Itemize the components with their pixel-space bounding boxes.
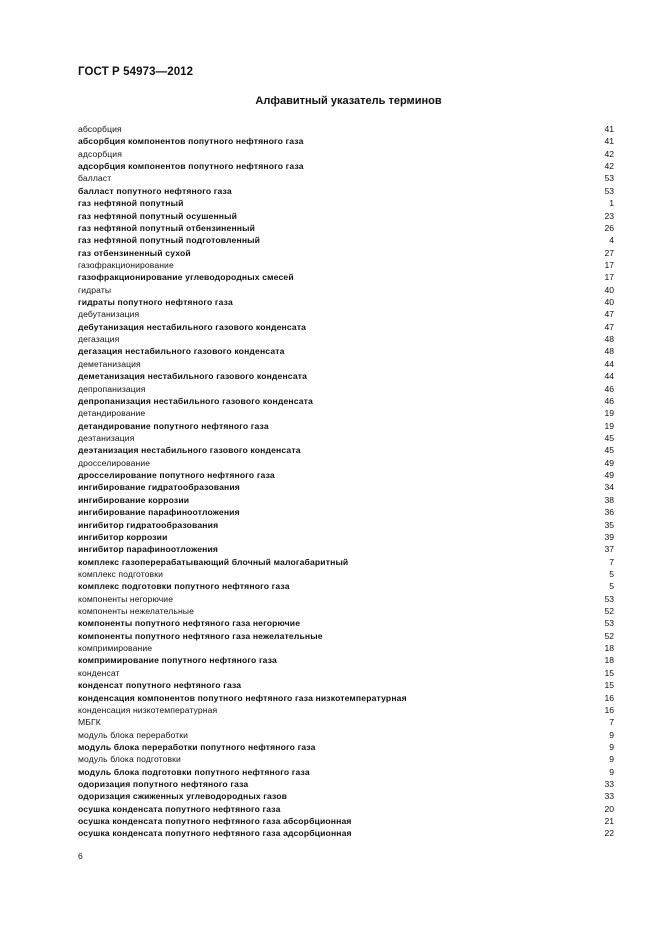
index-entry: [78, 185, 614, 197]
index-entry-page: 45: [604, 445, 614, 456]
index-entry: [78, 333, 614, 345]
index-entry-term: газофракционирование: [78, 259, 174, 270]
index-entry-term: МБГК: [78, 717, 101, 728]
index-entry-page: 47: [604, 321, 614, 332]
index-entry-page: 27: [604, 247, 614, 258]
index-entry: [78, 259, 614, 271]
index-entry-page: 48: [604, 346, 614, 357]
index-entry-term: осушка конденсата попутного нефтяного газа абсорбционная: [78, 816, 352, 827]
index-entry-term: детандирование: [78, 408, 146, 419]
index-entry: [78, 605, 614, 617]
index-entry-term: комплекс газоперерабатывающий блочный малогабаритный: [78, 556, 349, 567]
index-entry: [78, 135, 614, 147]
index-entry-term: деметанизация нестабильного газового конденсата: [78, 371, 308, 382]
index-entry: [78, 432, 614, 444]
index-entry-term: модуль блока переработки попутного нефтяного газа: [78, 741, 316, 752]
index-entry-term: компоненты негорючие: [78, 593, 174, 604]
index-entry-term: дегазация нестабильного газового конденсата: [78, 346, 285, 357]
index-entry: [78, 345, 614, 357]
index-entry-page: 33: [604, 791, 614, 802]
index-entry-page: 22: [604, 828, 614, 839]
index-entry-term: деметанизация: [78, 358, 141, 369]
index-entry-page: 9: [609, 741, 614, 752]
index-entry-term: компримирование попутного нефтяного газа: [78, 655, 277, 666]
index-entry-page: 39: [604, 531, 614, 542]
index-entry: [78, 197, 614, 209]
index-entry: [78, 803, 614, 815]
index-entry: [78, 383, 614, 395]
index-entry-page: 53: [604, 593, 614, 604]
index-entry-term: компоненты нежелательные: [78, 606, 194, 617]
index-entry-term: модуль блока переработки: [78, 729, 189, 740]
index-entry: [78, 729, 614, 741]
index-entry-term: деэтанизация: [78, 432, 135, 443]
index-entry: [78, 308, 614, 320]
index-entry-page: 53: [604, 185, 614, 196]
index-entry-page: 21: [604, 816, 614, 827]
index-entry: [78, 556, 614, 568]
index-entry-term: одоризация попутного нефтяного газа: [78, 779, 249, 790]
index-entry-term: конденсат: [78, 667, 120, 678]
index-entry-term: ингибитор гидратообразования: [78, 519, 219, 530]
index-entry-page: 15: [604, 680, 614, 691]
index-entry: [78, 271, 614, 283]
index-entry-term: дебутанизация нестабильного газового конденсата: [78, 321, 307, 332]
index-entry-page: 53: [604, 618, 614, 629]
index-entry-term: дебутанизация: [78, 309, 140, 320]
index-entry: [78, 494, 614, 506]
index-entry: [78, 481, 614, 493]
index-entry-term: комплекс подготовки попутного нефтяного газа: [78, 581, 290, 592]
index-entry: [78, 457, 614, 469]
index-entry: [78, 692, 614, 704]
index-entry-page: 42: [604, 148, 614, 159]
index-entry-page: 17: [604, 272, 614, 283]
index-entry-page: 34: [604, 482, 614, 493]
index-entry-page: 9: [609, 729, 614, 740]
index-entry-term: адсорбция: [78, 148, 122, 159]
index-entry-page: 45: [604, 432, 614, 443]
index-entry: [78, 296, 614, 308]
index-entry-term: газ нефтяной попутный подготовленный: [78, 235, 261, 246]
index-entry-term: дросселирование: [78, 457, 151, 468]
index-entry-page: 19: [604, 408, 614, 419]
index-entry-page: 15: [604, 667, 614, 678]
index-entry-term: детандирование попутного нефтяного газа: [78, 420, 269, 431]
index-entry-page: 38: [604, 494, 614, 505]
index-entry: [78, 469, 614, 481]
index-entry-term: компоненты попутного нефтяного газа негорючие: [78, 618, 301, 629]
index-entry: [78, 222, 614, 234]
index-entry-term: абсорбция: [78, 124, 122, 134]
index-entry-page: 49: [604, 457, 614, 468]
index-entry-page: 41: [604, 124, 614, 134]
index-entry-page: 44: [604, 358, 614, 369]
index-entry-term: ингибирование гидратообразования: [78, 482, 240, 493]
index-entry: [78, 234, 614, 246]
index-entry-page: 47: [604, 309, 614, 320]
index-entry: [78, 543, 614, 555]
index-entry-page: 52: [604, 606, 614, 617]
index-entry-term: гидраты попутного нефтяного газа: [78, 297, 233, 308]
index-entry: [78, 593, 614, 605]
index-entry: [78, 321, 614, 333]
index-entry-term: ингибирование коррозии: [78, 494, 190, 505]
index-entry-page: 16: [604, 692, 614, 703]
index-entry: [78, 148, 614, 160]
index-entry: [78, 790, 614, 802]
index-entry-term: ингибитор парафиноотложения: [78, 544, 219, 555]
index-entry-term: балласт попутного нефтяного газа: [78, 185, 232, 196]
index-entry-term: газофракционирование углеводородных смесей: [78, 272, 294, 283]
index-entry-page: 16: [604, 704, 614, 715]
index-entry: [78, 704, 614, 716]
index-entry-term: адсорбция компонентов попутного нефтяного газа: [78, 161, 304, 172]
index-entry: [78, 778, 614, 790]
index-entry-page: 19: [604, 420, 614, 431]
index-entry-page: 44: [604, 371, 614, 382]
index-entry-page: 41: [604, 136, 614, 147]
index-entry-page: 18: [604, 643, 614, 654]
index-entry: [78, 160, 614, 172]
index-entry: [78, 420, 614, 432]
index-entry-page: 36: [604, 507, 614, 518]
index-entry-page: 17: [604, 259, 614, 270]
index-entry-term: компоненты попутного нефтяного газа нежелательные: [78, 630, 323, 641]
index-entry-page: 49: [604, 470, 614, 481]
index-entry-page: 20: [604, 803, 614, 814]
index-entry: [78, 642, 614, 654]
index-entry-page: 42: [604, 161, 614, 172]
index-entry: [78, 370, 614, 382]
index-entry-term: комплекс подготовки: [78, 568, 163, 579]
index-entry: [78, 741, 614, 753]
index-title: Алфавитный указатель терминов: [255, 95, 442, 107]
index-entry-term: деэтанизация нестабильного газового конденсата: [78, 445, 301, 456]
index-entry-term: депропанизация нестабильного газового конденсата: [78, 395, 313, 406]
index-entry-term: абсорбция компонентов попутного нефтяного газа: [78, 136, 304, 147]
index-entry-term: конденсат попутного нефтяного газа: [78, 680, 242, 691]
index-entry-term: осушка конденсата попутного нефтяного газа: [78, 803, 281, 814]
index-entry-term: конденсация компонентов попутного нефтяного газа низкотемпературная: [78, 692, 407, 703]
index-entry: [78, 617, 614, 629]
index-entry-page: 5: [609, 568, 614, 579]
index-entry: [78, 679, 614, 691]
document-code: ГОСТ Р 54973—2012: [78, 66, 194, 78]
index-entry-page: 23: [604, 210, 614, 221]
index-entry-page: 1: [609, 198, 614, 209]
index-entry-page: 40: [604, 284, 614, 295]
index-entry-term: ингибитор коррозии: [78, 531, 168, 542]
index-entry: [78, 568, 614, 580]
index-entry-page: 4: [609, 235, 614, 246]
index-entry-page: 9: [609, 766, 614, 777]
index-entry: [78, 827, 614, 839]
index-entry-term: газ нефтяной попутный отбензиненный: [78, 222, 256, 233]
index-entry: [78, 247, 614, 259]
index-entry-term: газ отбензиненный сухой: [78, 247, 191, 258]
index-entry-term: газ нефтяной попутный осушенный: [78, 210, 238, 221]
index-entry-term: дегазация: [78, 334, 120, 345]
index-entry: [78, 531, 614, 543]
page-number: 6: [78, 851, 83, 861]
index-entry-term: дросселирование попутного нефтяного газа: [78, 470, 275, 481]
index-entry-term: модуль блока подготовки: [78, 754, 181, 765]
index-entry: [78, 519, 614, 531]
index-entry: [78, 210, 614, 222]
index-entry-page: 48: [604, 334, 614, 345]
index-entry-page: 52: [604, 630, 614, 641]
index-entry-term: балласт: [78, 173, 112, 184]
index-entry-term: компримирование: [78, 643, 153, 654]
index-entry-page: 7: [609, 556, 614, 567]
index-entry: [78, 766, 614, 778]
index-entry: [78, 667, 614, 679]
index-entry: [78, 630, 614, 642]
index-entry: [78, 654, 614, 666]
index-entry: [78, 580, 614, 592]
index-entry-page: 18: [604, 655, 614, 666]
index-entry: [78, 123, 614, 135]
index-entry-page: 46: [604, 395, 614, 406]
index-entry: [78, 753, 614, 765]
term-index-list: [78, 123, 614, 840]
index-entry: [78, 358, 614, 370]
index-entry: [78, 444, 614, 456]
index-entry: [78, 172, 614, 184]
index-entry-term: одоризация сжиженных углеводородных газов: [78, 791, 288, 802]
index-entry: [78, 407, 614, 419]
index-entry-term: депропанизация: [78, 383, 146, 394]
index-entry-page: 46: [604, 383, 614, 394]
index-entry-term: газ нефтяной попутный: [78, 198, 184, 209]
index-entry-page: 5: [609, 581, 614, 592]
index-entry: [78, 395, 614, 407]
index-entry-page: 37: [604, 544, 614, 555]
index-entry-term: ингибирование парафиноотложения: [78, 507, 240, 518]
index-entry: [78, 506, 614, 518]
index-entry: [78, 815, 614, 827]
index-entry-page: 40: [604, 297, 614, 308]
index-entry-term: модуль блока подготовки попутного нефтяного газа: [78, 766, 310, 777]
index-entry: [78, 716, 614, 728]
index-entry-term: гидраты: [78, 284, 112, 295]
index-entry-term: осушка конденсата попутного нефтяного газа адсорбционная: [78, 828, 352, 839]
index-entry-page: 35: [604, 519, 614, 530]
index-entry-page: 53: [604, 173, 614, 184]
index-entry-page: 7: [609, 717, 614, 728]
index-entry-page: 33: [604, 779, 614, 790]
index-entry-page: 26: [604, 222, 614, 233]
index-entry: [78, 284, 614, 296]
index-entry-term: конденсация низкотемпературная: [78, 704, 218, 715]
index-entry-page: 9: [609, 754, 614, 765]
